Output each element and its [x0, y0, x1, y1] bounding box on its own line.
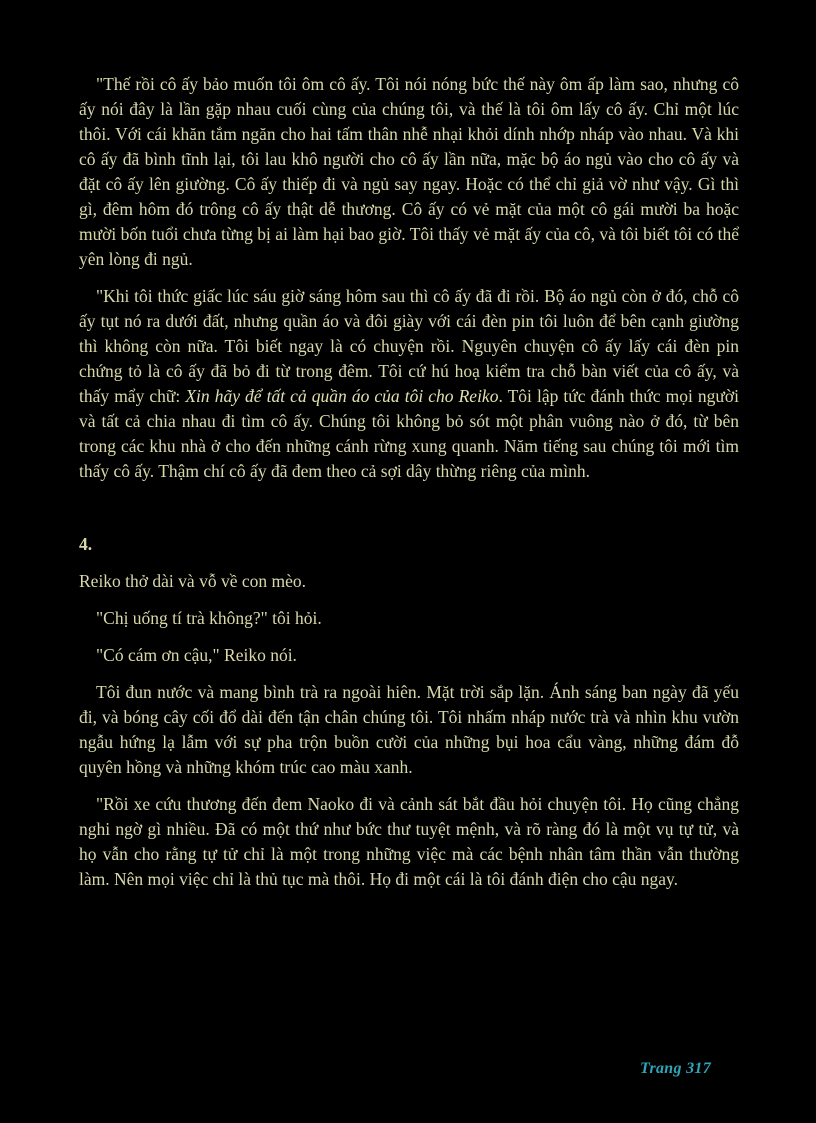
- dialog-tea-offer: "Chị uống tí trà không?" tôi hỏi.: [96, 608, 322, 628]
- paragraph-ambulance: "Rồi xe cứu thương đến đem Naoko đi và cảnh sát bắt đầu hỏi chuyện tôi. Họ cũng chẳng nghi ngờ gì nhiều. Đã có một thứ như bức thư tuyệt mệnh, và rõ ràng đó là một vụ tự tử, và họ vẫn cho rằng tự tử chỉ là một trong những việc mà các bệnh nhân tâm thần vẫn thường làm. Nên mọi việc chỉ là thủ tục mà thôi. Họ đi một cái là tôi đánh điện cho cậu ngay.: [79, 794, 739, 889]
- section-number: 4.: [79, 534, 93, 554]
- paragraph-embrace: "Thế rồi cô ấy bảo muốn tôi ôm cô ấy. Tôi nói nóng bức thế này ôm ấp làm sao, nhưng cô ấy nói đây là lần gặp nhau cuối cùng của chúng tôi, và thế là tôi ôm lấy cô ấy. Chỉ một lúc thôi. Với cái khăn tắm ngăn cho hai tấm thân nhễ nhại khỏi dính nhớp nháp vào nhau. Và khi cô ấy đã bình tĩnh lại, tôi lau khô người cho cô ấy lần nữa, mặc bộ áo ngủ vào cho cô ấy và đặt cô ấy lên giường. Cô ấy thiếp đi và ngủ say ngay. Hoặc có thể chỉ giả vờ như vậy. Gì thì gì, đêm hôm đó trông cô ấy thật dễ thương. Cô ấy có vẻ mặt của một cô gái mười ba hoặc mười bốn tuổi chưa từng bị ai làm hại bao giờ. Tôi thấy vẻ mặt ấy của cô, và tôi biết tôi có thể yên lòng đi ngủ.: [79, 74, 739, 269]
- paragraph-morning-search: [79, 284, 739, 484]
- paragraph-reiko-sigh: Reiko thở dài và vỗ về con mèo.: [79, 571, 306, 591]
- page-content: [79, 72, 739, 904]
- paragraph-morning-text: "Khi tôi thức giấc lúc sáu giờ sáng hôm sau thì cô ấy đã đi rồi. Bộ áo ngủ còn ở đó, chỗ cô ấy tụt nó ra dưới đất, nhưng quần áo và đôi giày với cái đèn pin tôi luôn để bên cạnh giường thì không còn nữa. Tôi biết ngay là có chuyện rồi. Nguyên chuyện cô ấy lấy cái đèn pin chứng tỏ là cô ấy đã bỏ đi từ trong đêm. Tôi cứ hú hoạ kiểm tra chỗ bàn viết của cô ấy, và thấy mẩy chữ:: [79, 286, 739, 406]
- page-number: Trang 317: [640, 1060, 712, 1077]
- paragraph-morning-continuation: . Tôi lập tức đánh thức mọi người và tất cả chia nhau đi tìm cô ấy. Chúng tôi không bỏ sót một phân vuông nào ở đó, từ bên trong các khu nhà ở cho đến những cánh rừng xung quanh. Năm tiếng sau chúng tôi mới tìm thấy cô ấy. Thậm chí cô ấy đã đem theo cả sợi dây thừng riêng của mình.: [79, 386, 740, 481]
- paragraph-tea-garden: Tôi đun nước và mang bình trà ra ngoài hiên. Mặt trời sắp lặn. Ánh sáng ban ngày đã yếu đi, và bóng cây cối đổ dài đến tận chân chúng tôi. Tôi nhấm nháp nước trà và nhìn khu vườn ngẫu hứng lạ lẫm với sự pha trộn buồn cười của những bụi hoa cẩu vàng, những đám đỗ quyên hồng và những khóm trúc cao màu xanh.: [79, 682, 739, 777]
- dialog-reiko-reply: "Có cám ơn cậu," Reiko nói.: [96, 645, 297, 665]
- handwritten-note: Xin hãy để tất cả quần áo của tôi cho Reiko: [185, 386, 499, 406]
